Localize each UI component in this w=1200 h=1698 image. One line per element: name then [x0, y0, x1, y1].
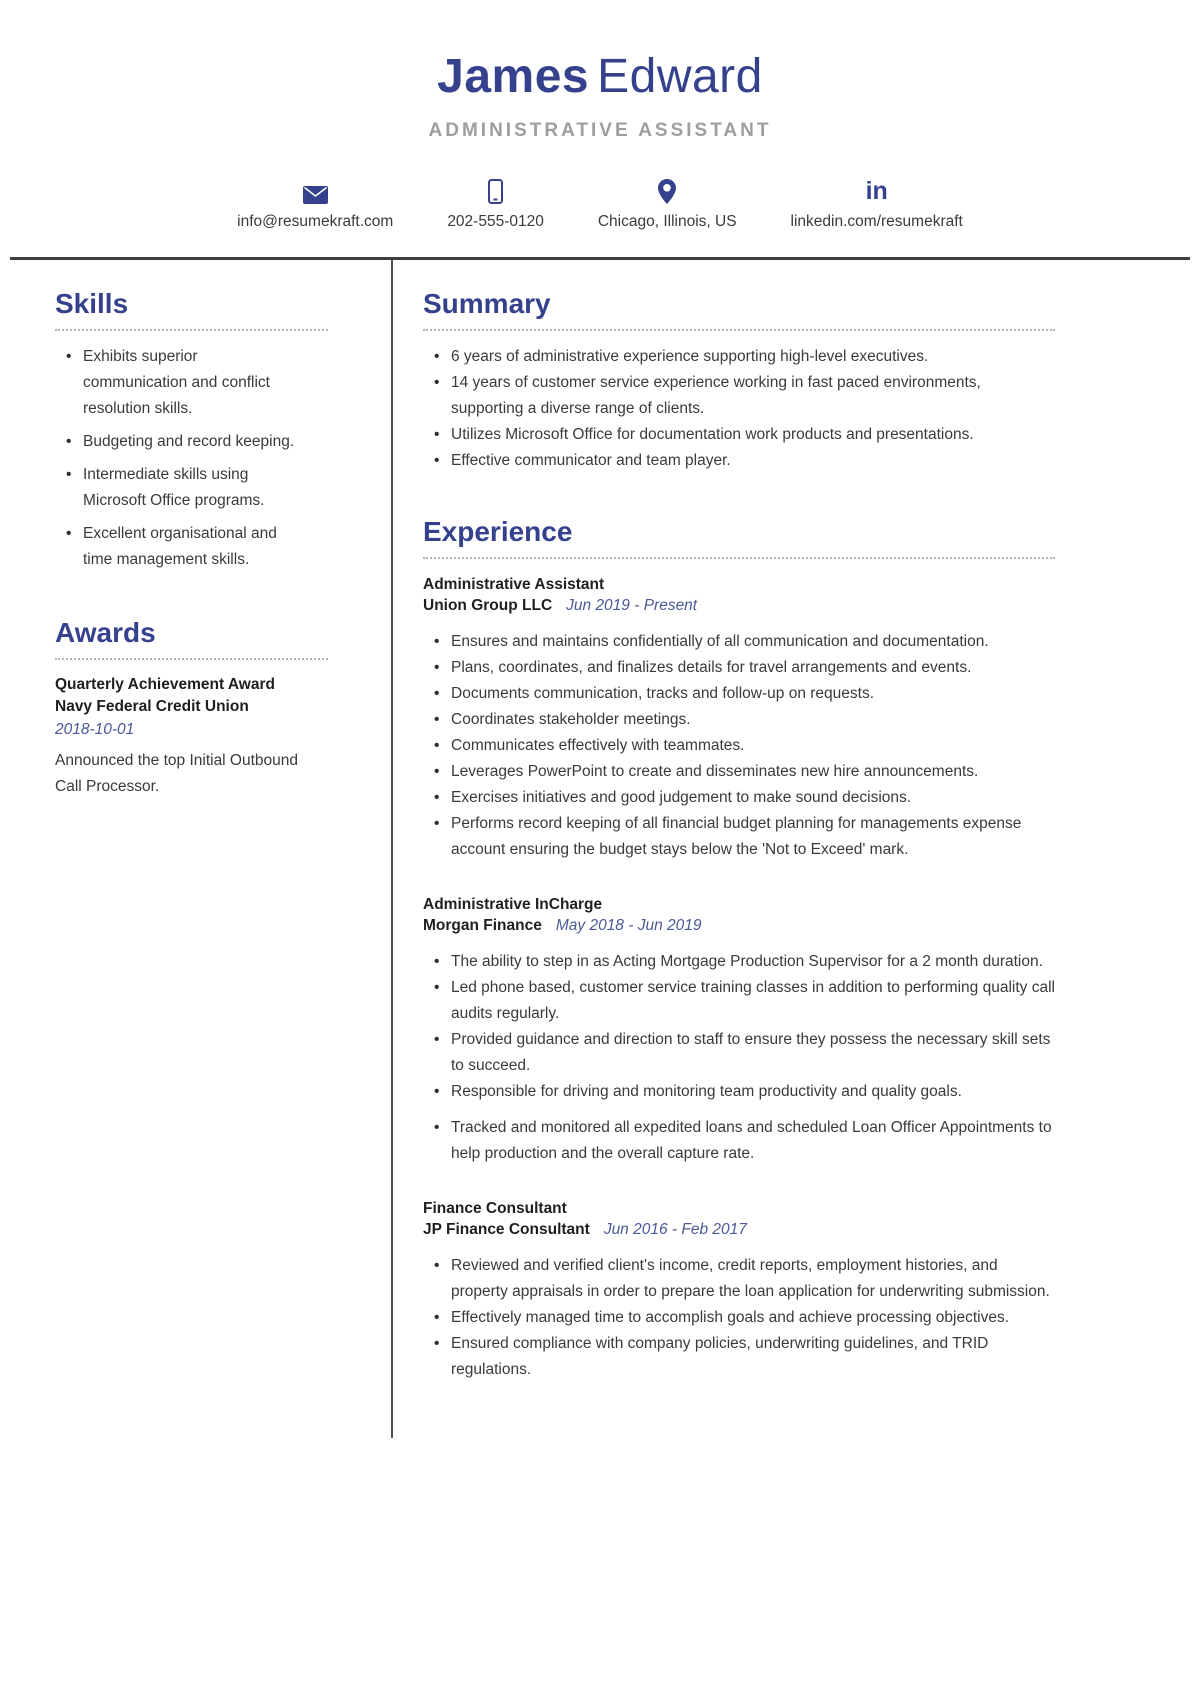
- location-pin-icon: [658, 178, 676, 204]
- experience-heading: Experience: [423, 516, 1055, 559]
- skills-list: [55, 344, 328, 573]
- job-bullet: • Effectively managed time to accomplish goals and achieve processing objectives.: [451, 1305, 1055, 1331]
- job-bullet: • Ensures and maintains confidentially of all communication and documentation.: [451, 629, 1055, 655]
- job-bullet: • Provided guidance and direction to staff to ensure they possess the necessary skill sets to succeed.: [451, 1027, 1055, 1079]
- job-company: Union Group LLC: [423, 597, 553, 614]
- job-title: Finance Consultant: [423, 1200, 567, 1217]
- job-bullet: • Reviewed and verified client's income, credit reports, employment histories, and property appraisals in order to prepare the loan application for underwriting submission.: [451, 1253, 1055, 1305]
- summary-list: [423, 344, 1055, 474]
- contact-email: [237, 178, 393, 231]
- job-bullet: • Coordinates stakeholder meetings.: [451, 707, 1055, 733]
- summary-item: • 14 years of customer service experience working in fast paced environments, supporting a diverse range of clients.: [451, 370, 1055, 422]
- job-subline: [423, 915, 1055, 936]
- skills-section: [55, 288, 328, 573]
- job-entry: [423, 574, 1055, 863]
- first-name: James: [437, 50, 590, 103]
- awards-section: [55, 617, 328, 800]
- contact-linkedin: [791, 178, 963, 231]
- job-title: Administrative Assistant: [423, 576, 605, 593]
- job-bullet: • Exercises initiatives and good judgement to make sound decisions.: [451, 785, 1055, 811]
- awards-heading: Awards: [55, 617, 328, 660]
- contact-phone: [447, 178, 544, 231]
- award-description: Announced the top Initial Outbound Call Processor.: [55, 752, 299, 795]
- summary-section: [423, 288, 1055, 474]
- summary-item: • Utilizes Microsoft Office for documentation work products and presentations.: [451, 422, 1055, 448]
- job-bullet-list: [423, 949, 1055, 1167]
- skill-item: • Intermediate skills using Microsoft Office programs.: [83, 462, 301, 514]
- experience-section: [423, 516, 1055, 1383]
- linkedin-icon: in: [865, 177, 888, 205]
- job-bullet: • Responsible for driving and monitoring team productivity and quality goals.: [451, 1079, 1055, 1105]
- job-subline: [423, 1219, 1055, 1240]
- award-date: 2018-10-01: [55, 721, 135, 738]
- contact-location: [598, 178, 737, 231]
- job-company: Morgan Finance: [423, 917, 542, 934]
- job-dates: Jun 2019 - Present: [566, 597, 698, 614]
- email-text: info@resumekraft.com: [237, 213, 394, 230]
- job-entry: [423, 894, 1055, 1167]
- person-title: ADMINISTRATIVE ASSISTANT: [428, 120, 772, 141]
- right-column: [393, 260, 1200, 1438]
- award-entry: [55, 674, 328, 800]
- job-bullet: • Leverages PowerPoint to create and disseminates new hire announcements.: [451, 759, 1055, 785]
- job-bullet-list: [423, 1253, 1055, 1383]
- job-dates: Jun 2016 - Feb 2017: [603, 1221, 747, 1238]
- location-text: Chicago, Illinois, US: [597, 213, 737, 230]
- job-bullet: • The ability to step in as Acting Mortgage Production Supervisor for a 2 month duration.: [451, 949, 1055, 975]
- phone-text: 202-555-0120: [447, 213, 544, 230]
- contact-row: [0, 178, 1200, 231]
- skill-item: • Budgeting and record keeping.: [83, 429, 301, 455]
- job-company: JP Finance Consultant: [423, 1221, 590, 1238]
- last-name: Edward: [597, 50, 763, 103]
- job-bullet: • Performs record keeping of all financial budget planning for managements expense account ensuring the budget stays below the 'Not to Exceed' mark.: [451, 811, 1055, 863]
- job-title: Administrative InCharge: [423, 896, 603, 913]
- skills-heading: Skills: [55, 288, 328, 331]
- linkedin-text: linkedin.com/resumekraft: [790, 213, 963, 230]
- person-name: [0, 50, 1200, 104]
- job-bullet: • Led phone based, customer service training classes in addition to performing quality call audits regularly.: [451, 975, 1055, 1027]
- phone-icon: [488, 178, 503, 204]
- award-organization: Navy Federal Credit Union: [55, 697, 249, 715]
- job-bullet: • Communicates effectively with teammates.: [451, 733, 1055, 759]
- resume-body: [0, 260, 1200, 1438]
- summary-heading: Summary: [423, 288, 1055, 331]
- job-dates: May 2018 - Jun 2019: [555, 917, 702, 934]
- job-bullet: • Plans, coordinates, and finalizes details for travel arrangements and events.: [451, 655, 1055, 681]
- summary-item: • 6 years of administrative experience supporting high-level executives.: [451, 344, 1055, 370]
- job-bullet: • Ensured compliance with company policies, underwriting guidelines, and TRID regulations.: [451, 1331, 1055, 1383]
- award-title: Quarterly Achievement Award: [55, 676, 275, 693]
- left-column: [0, 260, 393, 1438]
- skill-item: • Exhibits superior communication and conflict resolution skills.: [83, 344, 301, 422]
- job-bullet: • Tracked and monitored all expedited loans and scheduled Loan Officer Appointments to help production and the overall capture rate.: [451, 1115, 1055, 1167]
- email-icon: [303, 178, 328, 204]
- job-entry: [423, 1198, 1055, 1383]
- resume-header: [0, 0, 1200, 231]
- job-bullet: • Documents communication, tracks and follow-up on requests.: [451, 681, 1055, 707]
- job-subline: [423, 595, 1055, 616]
- skill-item: • Excellent organisational and time management skills.: [83, 521, 301, 573]
- summary-item: • Effective communicator and team player.: [451, 448, 1055, 474]
- job-bullet-list: [423, 629, 1055, 863]
